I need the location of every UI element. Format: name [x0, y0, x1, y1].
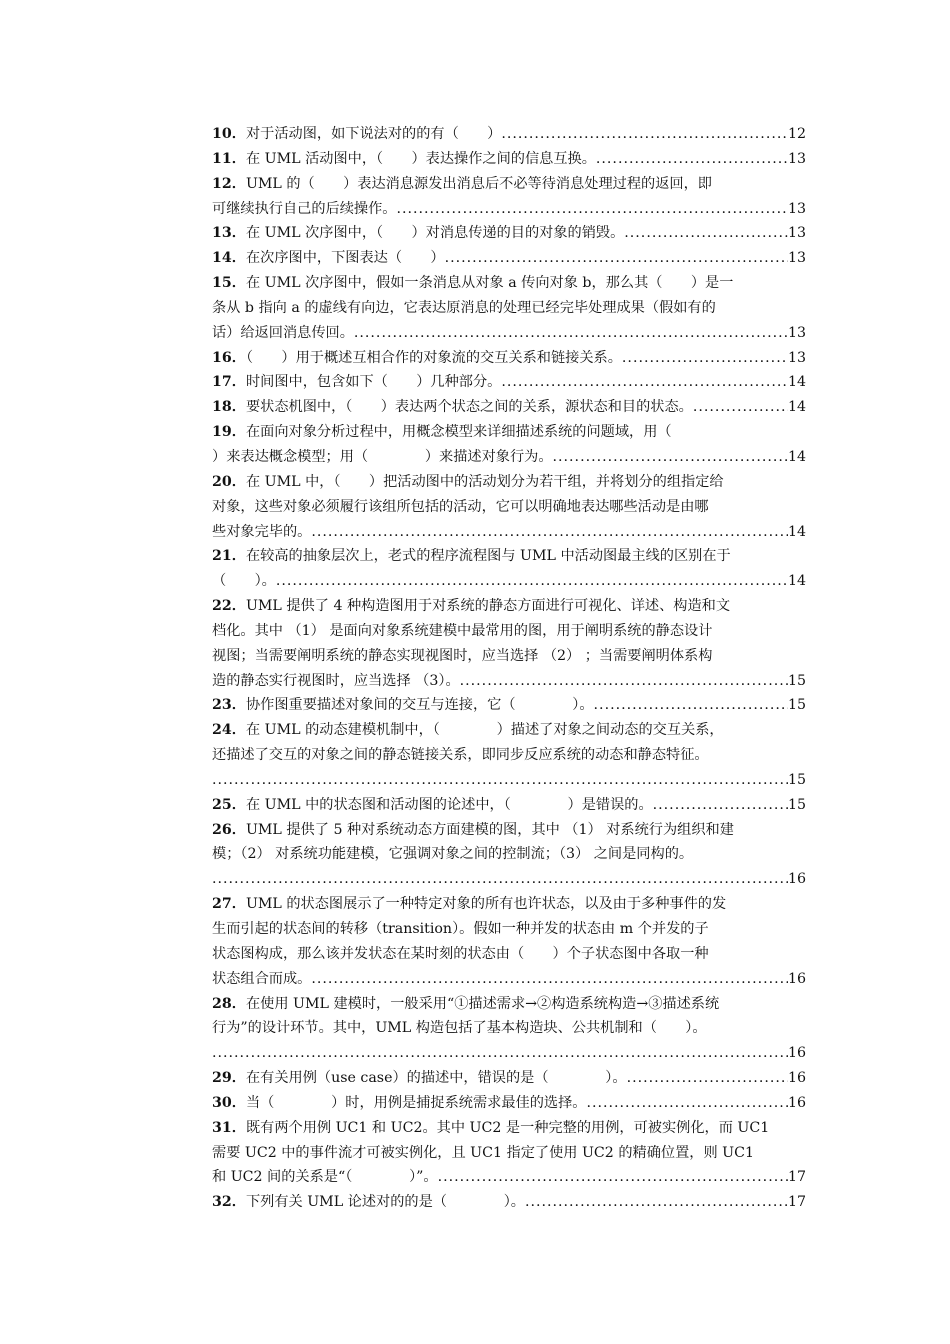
toc-page-number: 13	[787, 225, 806, 242]
dot-leader	[594, 693, 788, 718]
toc-entry-number: 20	[212, 473, 232, 490]
toc-entry-text: 需要 UC2 中的事件流才可被实例化，且 UC1 指定了使用 UC2 的精确位置，则 UC1	[212, 1144, 754, 1161]
toc-entry-text: 条从 b 指向 a 的虚线有向边，它表达原消息的处理已经完毕处理成果（假如有的	[212, 299, 716, 316]
toc-entry-number: 10	[212, 126, 232, 142]
toc-entry[interactable]	[212, 221, 806, 246]
dot-leader	[438, 1165, 788, 1190]
toc-entry-last-line	[212, 197, 806, 222]
toc-entry-text: 在 UML 中的状态图和活动图的论述中，（ ）是错误的。	[245, 796, 653, 813]
toc-entry-last-line: 23．协作图重要描述对象间的交互与连接，它（ ）。 ..... 15	[212, 693, 806, 718]
toc-entry-line: 20．在 UML 中，（ ）把活动图中的活动划分为若干组，并将划分的组指定给	[212, 473, 724, 490]
toc-entry-last-line: 18．要状态机图中，（ ）表达两个状态之间的关系，源状态和目的状态。 ..... 14	[212, 395, 806, 420]
toc-entry[interactable]	[212, 1091, 806, 1116]
toc-entry-text: （ ）。	[212, 573, 276, 590]
toc-entry[interactable]	[212, 420, 806, 470]
toc-entry-text: UML 的（ ）表达消息源发出消息后不必等待消息处理过程的返回，即	[245, 175, 712, 192]
toc-entry-text: （ ）用于概述互相合作的对象流的交互关系和链接关系。	[245, 349, 622, 366]
toc-entry[interactable]	[212, 544, 806, 594]
toc-entry-text: 对于活动图，如下说法对的的有（ ）	[245, 126, 502, 142]
toc-entry[interactable]	[212, 271, 806, 346]
toc-entry-number: 14	[212, 250, 232, 267]
toc-page-number: 16	[787, 871, 806, 888]
toc-entry[interactable]	[212, 470, 806, 545]
toc-entry-text: 和 UC2 间的关系是“（ ）”。	[212, 1169, 438, 1186]
dot-leader	[624, 221, 788, 246]
toc-entry-line: 15．在 UML 次序图中，假如一条消息从对象 a 传向对象 b，那么其（ ）是一	[212, 275, 734, 292]
toc-entry-number: 31	[212, 1119, 232, 1136]
toc-entry-number: 32	[212, 1194, 232, 1211]
toc-entry-text: 行为”的设计环节。其中，UML 构造包括了基本构造块、公共机制和（ ）。	[212, 1020, 707, 1037]
toc-entry-line	[212, 942, 806, 967]
toc-entry-number: 19	[212, 424, 232, 441]
toc-entry-number: 18	[212, 399, 232, 416]
toc-entry-last-line	[212, 445, 806, 470]
toc-entry-number: 22	[212, 598, 232, 615]
toc-entry-text: 造的静态实行视图时，应当选择 （3）。	[212, 672, 460, 689]
toc-entry-line: 27．UML 的状态图展示了一种特定对象的所有也许状态，以及由于多种事件的发	[212, 896, 727, 913]
toc-entry-last-line	[212, 669, 806, 694]
dot-leader	[693, 395, 788, 420]
dot-leader	[596, 147, 788, 172]
toc-entry-text: UML 提供了 4 种构造图用于对系统的静态方面进行可视化、详述、构造和文	[245, 598, 731, 615]
toc-entry-last-line	[212, 1165, 806, 1190]
toc-entry-line: 28．在使用 UML 建模时，一般采用“①描述需求→②构造系统构造→③描述系统	[212, 995, 720, 1012]
toc-entry[interactable]	[212, 346, 806, 371]
toc-entry-line: 24．在 UML 的动态建模机制中，（ ）描述了对象之间动态的交互关系，	[212, 722, 724, 739]
toc-page-number: 15	[787, 672, 806, 689]
toc-page-number: 17	[787, 1194, 806, 1211]
toc-entry-text: 档化。其中 （1） 是面向对象系统建模中最常用的图，用于阐明系统的静态设计	[212, 622, 713, 639]
toc-entry-last-line: 25．在 UML 中的状态图和活动图的论述中，（ ）是错误的。 ..... 15	[212, 793, 806, 818]
toc-entry-last-line: 16．（ ）用于概述互相合作的对象流的交互关系和链接关系。 ..... 13	[212, 346, 806, 371]
toc-entry-number: 16	[212, 349, 232, 366]
toc-entry-text: UML 的状态图展示了一种特定对象的所有也许状态，以及由于多种事件的发	[245, 896, 727, 913]
toc-entry-text: 还描述了交互的对象之间的静态链接关系，即同步反应系统的动态和静态特征。	[212, 747, 709, 764]
toc-entry-text: 在 UML 的动态建模机制中，（ ）描述了对象之间动态的交互关系，	[245, 722, 724, 739]
toc-entry-last-line: 11．在 UML 活动图中，（ ）表达操作之间的信息互换。 ..... 13	[212, 147, 806, 172]
toc-entry-number: 24	[212, 722, 232, 739]
toc-page-number: 13	[787, 150, 806, 167]
toc-page-number: 14	[787, 523, 806, 540]
toc-entry-number: 23	[212, 697, 232, 714]
toc-entry-last-line	[212, 321, 806, 346]
toc-page-number: 16	[787, 1094, 806, 1111]
toc-entry-last-line: 13．在 UML 次序图中，（ ）对消息传递的目的对象的销毁。 ..... 13	[212, 221, 806, 246]
toc-entry[interactable]	[212, 992, 806, 1067]
toc-entry[interactable]	[212, 147, 806, 172]
toc-page-number: 14	[787, 399, 806, 416]
dot-leader	[622, 346, 788, 371]
toc-page-number: 16	[787, 1045, 806, 1062]
dot-leader	[311, 520, 788, 545]
toc-entry-text: 状态组合而成。	[212, 970, 312, 987]
toc-entry[interactable]	[212, 793, 806, 818]
toc-entry-number: 15	[212, 275, 232, 292]
toc-page-number: 15	[787, 796, 806, 813]
toc-entry-number: 17	[212, 374, 232, 391]
toc-entry-text: 些对象完毕的。	[212, 523, 312, 540]
toc-entry-line: 21．在较高的抽象层次上，老式的程序流程图与 UML 中活动图最主线的区别在于	[212, 548, 731, 565]
toc-entry-number: 30	[212, 1094, 232, 1111]
toc-entry-line	[212, 842, 806, 867]
toc-entry-last-line: 32．下列有关 UML 论述对的的是（ ）。 ..... 17	[212, 1190, 806, 1215]
dot-leader	[525, 1190, 788, 1215]
toc-entry[interactable]	[212, 1066, 806, 1091]
dot-leader	[445, 246, 788, 271]
toc-entry-last-line	[212, 967, 806, 992]
toc-entry[interactable]	[212, 1190, 806, 1215]
toc-page-number: 15	[787, 697, 806, 714]
toc-entry-number: 26	[212, 821, 232, 838]
toc-entry-line	[212, 1016, 806, 1041]
toc-entry-text: 在 UML 活动图中，（ ）表达操作之间的信息互换。	[245, 150, 596, 167]
dot-leader	[212, 768, 788, 793]
toc-entry[interactable]	[212, 122, 806, 147]
toc-entry-last-line: 29．在有关用例（use case）的描述中，错误的是（ ）。 ..... 16	[212, 1066, 806, 1091]
dot-leader	[653, 793, 788, 818]
toc-page-number: 17	[787, 1169, 806, 1186]
toc-entry-line	[212, 644, 806, 669]
toc-entry-text: 当（ ）时，用例是捕捉系统需求最佳的选择。	[245, 1094, 587, 1111]
dot-leader	[212, 1041, 788, 1066]
toc-entry-text: 在面向对象分析过程中，用概念模型来详细描述系统的问题域，用（	[245, 424, 672, 441]
toc-page-number: 16	[787, 970, 806, 987]
toc-entry-text: 话）给返回消息传回。	[212, 324, 354, 341]
toc-entry-last-line	[212, 569, 806, 594]
toc-entry-text: 在次序图中，下图表达（ ）	[245, 250, 445, 267]
toc-entry-text: 可继续执行自己的后续操作。	[212, 200, 397, 217]
dot-leader	[460, 669, 788, 694]
toc-entry-last-line: 17．时间图中，包含如下（ ）几种部分。 ..... 14	[212, 370, 806, 395]
toc-entry-number: 25	[212, 796, 232, 813]
dot-leader	[311, 967, 788, 992]
toc-entry[interactable]	[212, 1116, 806, 1191]
toc-entry-text: 在有关用例（use case）的描述中，错误的是（ ）。	[245, 1070, 627, 1087]
toc-entry-last-line: 30．当（ ）时，用例是捕捉系统需求最佳的选择。 ..... 16	[212, 1091, 806, 1116]
toc-page-number: 14	[787, 448, 806, 465]
toc-entry-line: 31．既有两个用例 UC1 和 UC2。其中 UC2 是一种完整的用例，可被实例化，而 UC1	[212, 1119, 770, 1136]
toc-entry[interactable]	[212, 693, 806, 718]
toc-entry-line	[212, 619, 806, 644]
dot-leader	[586, 1091, 787, 1116]
toc-entry-text: 既有两个用例 UC1 和 UC2。其中 UC2 是一种完整的用例，可被实例化，而 UC1	[245, 1119, 770, 1136]
toc-entry-text: 协作图重要描述对象间的交互与连接，它（ ）。	[245, 697, 594, 714]
toc-entry-line	[212, 495, 806, 520]
toc-entry-last-line: 14．在次序图中，下图表达（ ） ..... 13	[212, 246, 806, 271]
toc-entry[interactable]	[212, 246, 806, 271]
toc-page-number: 13	[787, 349, 806, 366]
toc-entry-number: 28	[212, 995, 232, 1012]
toc-entry[interactable]	[212, 172, 806, 222]
toc-entry-text: 模；（2） 对系统功能建模，它强调对象之间的控制流；（3） 之间是同构的。	[212, 846, 694, 863]
toc-entry-text: 在 UML 次序图中，假如一条消息从对象 a 传向对象 b，那么其（ ）是一	[245, 275, 734, 292]
toc-entry-number: 11	[212, 150, 232, 167]
toc-entry-text: 在较高的抽象层次上，老式的程序流程图与 UML 中活动图最主线的区别在于	[245, 548, 731, 565]
toc-entry-line	[212, 743, 806, 768]
toc-entry-text: 时间图中，包含如下（ ）几种部分。	[245, 374, 502, 391]
dot-leader	[501, 370, 788, 395]
toc-entry[interactable]	[212, 395, 806, 420]
toc-entry-text: 视图；当需要阐明系统的静态实现视图时，应当选择 （2） ；当需要阐明体系构	[212, 647, 713, 664]
dot-leader	[212, 867, 788, 892]
dot-leader	[553, 445, 788, 470]
toc-entry-text: 对象，这些对象必须履行该组所包括的活动，它可以明确地表达哪些活动是由哪	[212, 498, 709, 515]
toc-entry[interactable]	[212, 370, 806, 395]
toc-entry-text: 下列有关 UML 论述对的的是（ ）。	[245, 1194, 525, 1211]
toc-entry-last-line	[212, 520, 806, 545]
toc-entry-text: 生而引起的状态间的转移（transition）。假如一种并发的状态由 m 个并发的子	[212, 921, 709, 937]
toc-entry-line	[212, 296, 806, 321]
toc-entry-last-line: 10．对于活动图，如下说法对的的有（ ） ..... 12	[212, 122, 806, 147]
toc-page-number: 13	[787, 250, 806, 267]
toc-entry-text: 要状态机图中，（ ）表达两个状态之间的关系，源状态和目的状态。	[245, 399, 693, 416]
toc-page-number: 12	[787, 126, 806, 142]
toc-page-number: 13	[787, 324, 806, 341]
toc-entry[interactable]	[212, 718, 806, 793]
toc-entry-number: 27	[212, 896, 232, 913]
toc-entry-line: 19．在面向对象分析过程中，用概念模型来详细描述系统的问题域，用（	[212, 424, 672, 441]
toc-entry-last-line	[212, 1041, 806, 1066]
dot-leader	[354, 321, 788, 346]
toc-page-number: 14	[787, 573, 806, 590]
toc-entry[interactable]	[212, 818, 806, 893]
toc-entry-number: 29	[212, 1070, 232, 1087]
toc-entry[interactable]	[212, 892, 806, 991]
toc-entry-text: UML 提供了 5 种对系统动态方面建模的图，其中 （1） 对系统行为组织和建	[245, 821, 734, 838]
toc-entry-text: 状态图构成，那么该并发状态在某时刻的状态由（ ）个子状态图中各取一种	[212, 945, 709, 962]
dot-leader	[627, 1066, 788, 1091]
toc-entry-last-line	[212, 867, 806, 892]
dot-leader	[396, 197, 787, 222]
toc-entry-text: 在使用 UML 建模时，一般采用“①描述需求→②构造系统构造→③描述系统	[245, 995, 720, 1012]
toc-entry-text: 在 UML 中，（ ）把活动图中的活动划分为若干组，并将划分的组指定给	[245, 473, 724, 490]
dot-leader	[501, 122, 788, 147]
toc-entry-line: 26．UML 提供了 5 种对系统动态方面建模的图，其中 （1） 对系统行为组织和建	[212, 821, 734, 838]
toc-entry-line: 22．UML 提供了 4 种构造图用于对系统的静态方面进行可视化、详述、构造和文	[212, 598, 731, 615]
toc-entry-text: 在 UML 次序图中，（ ）对消息传递的目的对象的销毁。	[245, 225, 625, 242]
toc-page-number: 16	[787, 1070, 806, 1087]
toc-page-number: 15	[787, 771, 806, 788]
toc-entry-last-line	[212, 768, 806, 793]
toc-entry-number: 13	[212, 225, 232, 242]
toc-entry-text: ）来表达概念模型；用（ ）来描述对象行为。	[212, 448, 553, 465]
toc-entry-line: 12．UML 的（ ）表达消息源发出消息后不必等待消息处理过程的返回，即	[212, 175, 712, 192]
toc-entry-line	[212, 1141, 806, 1166]
table-of-contents	[212, 122, 806, 1215]
dot-leader	[276, 569, 788, 594]
toc-entry-line	[212, 917, 806, 942]
toc-entry-number: 21	[212, 548, 232, 565]
toc-page-number: 13	[787, 200, 806, 217]
toc-page-number: 14	[787, 374, 806, 391]
toc-entry-number: 12	[212, 175, 232, 192]
toc-entry[interactable]	[212, 594, 806, 693]
